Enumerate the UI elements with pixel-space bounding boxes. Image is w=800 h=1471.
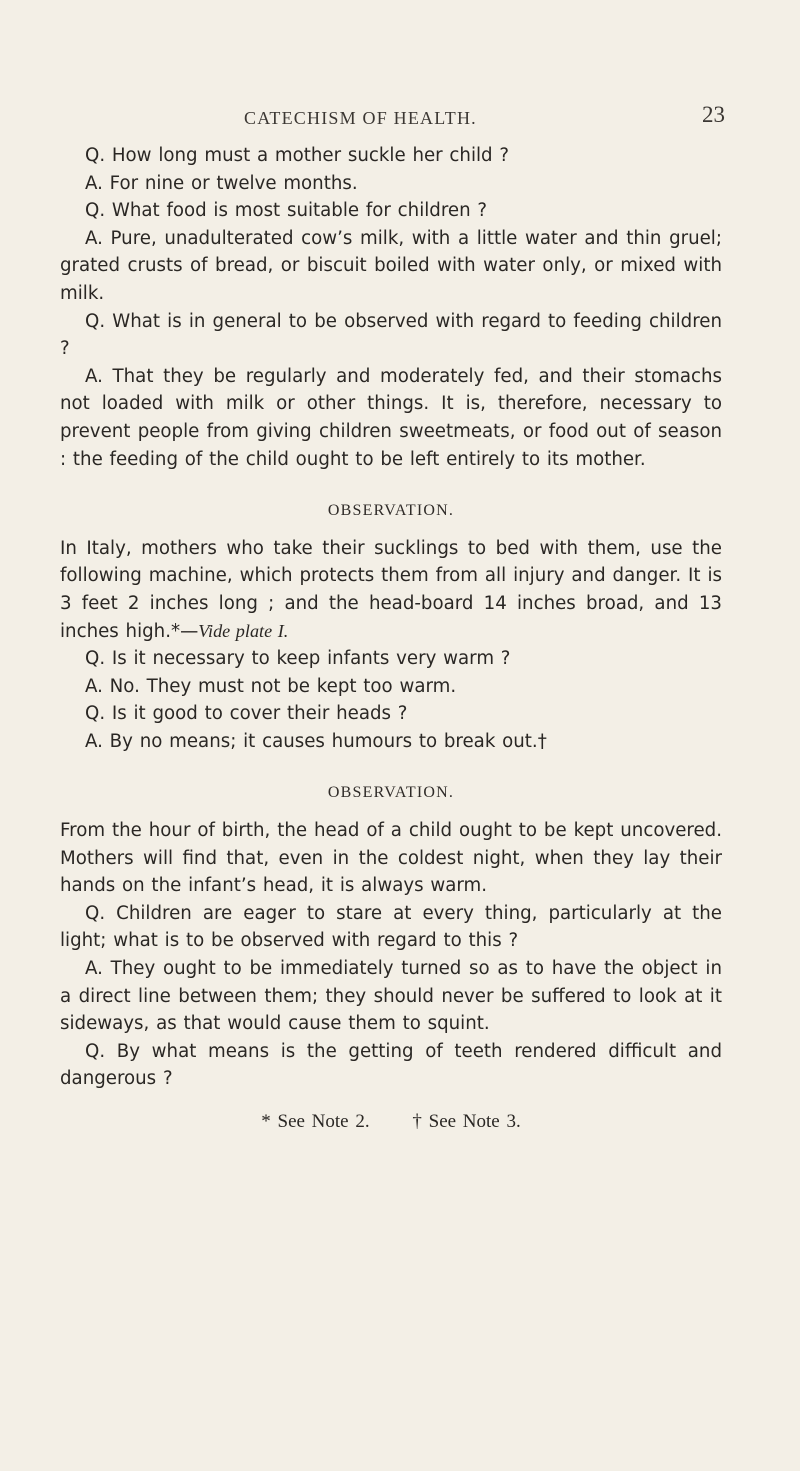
page-body	[60, 142, 722, 1093]
observation-heading-1: OBSERVATION.	[327, 502, 455, 520]
answer-6: A. They ought to be immediately turned so as to have the object in a direct line between them; they should never be suffered to look at it sideways, as that would cause them to squint.	[60, 958, 722, 1035]
answer-2: A. Pure, unadulterated cow’s milk, with a little water and thin gruel; grated crusts of bread, or biscuit boiled with water only, or mixed with milk.	[60, 227, 722, 304]
footnote-1: * See Note 2.	[261, 1111, 370, 1132]
answer-1: A. For nine or twelve months.	[85, 172, 358, 194]
question-5: Q. Is it good to cover their heads ?	[85, 703, 408, 725]
page-number: 23	[702, 102, 725, 127]
observation-2: From the hour of birth, the head of a child ought to be kept uncovered. Mothers will find that, even in the coldest night, when they lay their hands on the infant’s head, it is always warm.	[60, 820, 722, 897]
footnotes	[60, 1111, 722, 1133]
header-title: CATECHISM OF HEALTH.	[244, 108, 477, 128]
question-4: Q. Is it necessary to keep infants very warm ?	[85, 648, 511, 670]
question-6: Q. Children are eager to stare at every thing, particularly at the light; what is to be observed with regard to this ?	[60, 902, 722, 952]
observation-1-text: In Italy, mothers who take their sucklings to bed with them, use the following machine, which protects them from all injury and danger. It is 3 feet 2 inches long ; and the head-board 14 inches broad, and 13 inches high.*—	[60, 537, 722, 642]
question-1: Q. How long must a mother suckle her child ?	[85, 145, 510, 166]
observation-1-vide-plate: Vide plate I.	[198, 620, 289, 641]
question-2: Q. What food is most suitable for children ?	[85, 200, 488, 222]
answer-5: A. By no means; it causes humours to break out.†	[85, 730, 547, 752]
question-7: Q. By what means is the getting of teeth rendered difficult and dangerous ?	[60, 1040, 722, 1090]
running-head	[60, 82, 725, 142]
answer-4: A. No. They must not be kept too warm.	[85, 675, 457, 697]
answer-3: A. That they be regularly and moderately fed, and their stomachs not loaded with milk or other things. It is, therefore, necessary to prevent people from giving children sweetmeats, or food out of season : the feeding of the child ought to be left entirely to its mother.	[60, 365, 722, 470]
footnote-2: † See Note 3.	[412, 1111, 521, 1132]
question-3: Q. What is in general to be observed with regard to feeding children ?	[60, 310, 722, 360]
observation-1	[60, 535, 722, 645]
book-page	[60, 82, 725, 1133]
observation-heading-2: OBSERVATION.	[327, 784, 455, 802]
